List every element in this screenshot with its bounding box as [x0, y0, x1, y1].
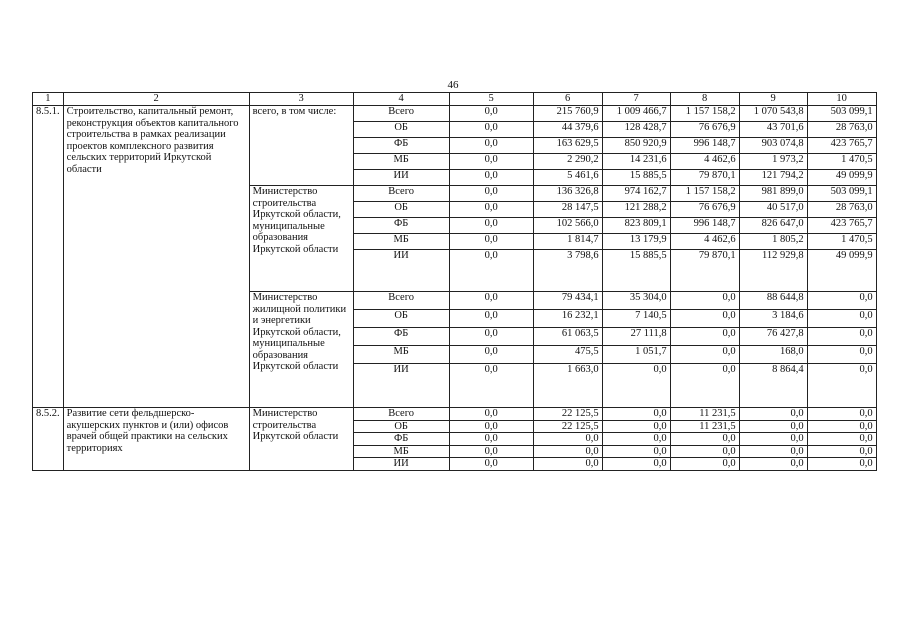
value-c10: 0,0 [807, 420, 876, 433]
section-number: 8.5.2. [33, 408, 64, 471]
value-c10: 503 099,1 [807, 106, 876, 122]
value-col5: 0,0 [449, 458, 533, 471]
value-c7: 974 162,7 [602, 186, 670, 202]
funding-source: Всего [353, 186, 449, 202]
value-c9: 981 899,0 [739, 186, 807, 202]
value-c8: 0,0 [670, 445, 739, 458]
value-c7: 0,0 [602, 420, 670, 433]
funding-source: ОБ [353, 420, 449, 433]
funding-source: ИИ [353, 364, 449, 408]
value-col5: 0,0 [449, 234, 533, 250]
value-c6: 28 147,5 [533, 202, 602, 218]
value-c7: 0,0 [602, 364, 670, 408]
value-col5: 0,0 [449, 364, 533, 408]
value-c9: 0,0 [739, 433, 807, 446]
funding-source: ИИ [353, 458, 449, 471]
value-c6: 79 434,1 [533, 292, 602, 310]
value-col5: 0,0 [449, 250, 533, 292]
value-c6: 102 566,0 [533, 218, 602, 234]
value-c8: 996 148,7 [670, 218, 739, 234]
value-c9: 112 929,8 [739, 250, 807, 292]
value-col5: 0,0 [449, 122, 533, 138]
value-c9: 1 070 543,8 [739, 106, 807, 122]
value-c8: 0,0 [670, 310, 739, 328]
value-c6: 44 379,6 [533, 122, 602, 138]
value-c9: 168,0 [739, 346, 807, 364]
value-col5: 0,0 [449, 202, 533, 218]
value-c7: 121 288,2 [602, 202, 670, 218]
value-col5: 0,0 [449, 106, 533, 122]
funding-source: ИИ [353, 170, 449, 186]
value-c9: 826 647,0 [739, 218, 807, 234]
value-c9: 76 427,8 [739, 328, 807, 346]
value-c8: 11 231,5 [670, 420, 739, 433]
budget-table [32, 92, 877, 471]
value-c6: 3 798,6 [533, 250, 602, 292]
value-c6: 5 461,6 [533, 170, 602, 186]
value-c9: 0,0 [739, 458, 807, 471]
value-c7: 35 304,0 [602, 292, 670, 310]
value-col5: 0,0 [449, 346, 533, 364]
executor-cell: всего, в том числе: [249, 106, 353, 186]
executor-cell: Министерство строительства Иркутской области, муниципальные образования Иркутской области [249, 186, 353, 292]
value-c6: 0,0 [533, 445, 602, 458]
header-cell: 9 [739, 93, 807, 106]
value-c10: 0,0 [807, 328, 876, 346]
value-col5: 0,0 [449, 170, 533, 186]
value-c6: 136 326,8 [533, 186, 602, 202]
value-c10: 0,0 [807, 346, 876, 364]
value-c9: 88 644,8 [739, 292, 807, 310]
section-name: Развитие сети фельдшерско-акушерских пунктов и (или) офисов врачей общей практики на сельских территориях [63, 408, 249, 471]
value-c9: 43 701,6 [739, 122, 807, 138]
value-c7: 15 885,5 [602, 170, 670, 186]
table-row [33, 106, 877, 122]
funding-source: Всего [353, 106, 449, 122]
value-c8: 0,0 [670, 364, 739, 408]
value-c10: 0,0 [807, 364, 876, 408]
value-c7: 850 920,9 [602, 138, 670, 154]
funding-source: МБ [353, 154, 449, 170]
header-cell: 4 [353, 93, 449, 106]
value-c8: 0,0 [670, 433, 739, 446]
value-c9: 8 864,4 [739, 364, 807, 408]
funding-source: ФБ [353, 433, 449, 446]
value-c7: 1 009 466,7 [602, 106, 670, 122]
header-cell: 5 [449, 93, 533, 106]
value-c7: 27 111,8 [602, 328, 670, 346]
funding-source: МБ [353, 234, 449, 250]
header-cell: 10 [807, 93, 876, 106]
value-c7: 7 140,5 [602, 310, 670, 328]
value-c9: 3 184,6 [739, 310, 807, 328]
value-c8: 11 231,5 [670, 408, 739, 421]
value-c10: 423 765,7 [807, 218, 876, 234]
value-col5: 0,0 [449, 310, 533, 328]
funding-source: ОБ [353, 122, 449, 138]
header-cell: 7 [602, 93, 670, 106]
funding-source: МБ [353, 445, 449, 458]
value-c10: 423 765,7 [807, 138, 876, 154]
section-number: 8.5.1. [33, 106, 64, 408]
value-c10: 49 099,9 [807, 250, 876, 292]
table-row [33, 408, 877, 421]
executor-cell: Министерство строительства Иркутской области [249, 408, 353, 471]
value-c8: 996 148,7 [670, 138, 739, 154]
value-c10: 0,0 [807, 458, 876, 471]
value-c7: 0,0 [602, 408, 670, 421]
value-c8: 76 676,9 [670, 122, 739, 138]
value-c8: 0,0 [670, 292, 739, 310]
header-cell: 3 [249, 93, 353, 106]
value-c6: 215 760,9 [533, 106, 602, 122]
executor-cell: Министерство жилищной политики и энергетики Иркутской области, муниципальные образования Иркутской области [249, 292, 353, 408]
value-c10: 49 099,9 [807, 170, 876, 186]
value-c6: 22 125,5 [533, 420, 602, 433]
funding-source: МБ [353, 346, 449, 364]
value-c7: 0,0 [602, 445, 670, 458]
header-cell: 8 [670, 93, 739, 106]
value-c6: 22 125,5 [533, 408, 602, 421]
funding-source: ОБ [353, 310, 449, 328]
value-c9: 0,0 [739, 445, 807, 458]
value-c6: 2 290,2 [533, 154, 602, 170]
value-c10: 0,0 [807, 292, 876, 310]
value-c7: 15 885,5 [602, 250, 670, 292]
value-c7: 1 051,7 [602, 346, 670, 364]
value-c8: 79 870,1 [670, 250, 739, 292]
value-c7: 128 428,7 [602, 122, 670, 138]
value-c10: 0,0 [807, 310, 876, 328]
section-name: Строительство, капитальный ремонт, реконструкция объектов капитального строительства в рамках реализации проектов комплексного развития сельских территорий Иркутской области [63, 106, 249, 408]
value-c7: 0,0 [602, 433, 670, 446]
value-c9: 121 794,2 [739, 170, 807, 186]
header-cell: 1 [33, 93, 64, 106]
value-c9: 40 517,0 [739, 202, 807, 218]
value-col5: 0,0 [449, 445, 533, 458]
value-c7: 13 179,9 [602, 234, 670, 250]
value-c10: 0,0 [807, 408, 876, 421]
value-col5: 0,0 [449, 408, 533, 421]
value-col5: 0,0 [449, 433, 533, 446]
funding-source: ФБ [353, 328, 449, 346]
value-c6: 163 629,5 [533, 138, 602, 154]
value-c8: 76 676,9 [670, 202, 739, 218]
value-c8: 4 462,6 [670, 154, 739, 170]
value-c6: 16 232,1 [533, 310, 602, 328]
header-cell: 2 [63, 93, 249, 106]
value-c10: 503 099,1 [807, 186, 876, 202]
value-c6: 0,0 [533, 458, 602, 471]
value-c8: 0,0 [670, 328, 739, 346]
value-c9: 0,0 [739, 408, 807, 421]
value-c9: 1 973,2 [739, 154, 807, 170]
value-c6: 1 814,7 [533, 234, 602, 250]
value-c6: 475,5 [533, 346, 602, 364]
value-c9: 0,0 [739, 420, 807, 433]
funding-source: Всего [353, 408, 449, 421]
page-number: 46 [447, 79, 459, 91]
value-c10: 0,0 [807, 445, 876, 458]
value-c10: 1 470,5 [807, 154, 876, 170]
funding-source: ИИ [353, 250, 449, 292]
value-c10: 0,0 [807, 433, 876, 446]
value-c8: 0,0 [670, 458, 739, 471]
value-c8: 4 462,6 [670, 234, 739, 250]
value-col5: 0,0 [449, 328, 533, 346]
funding-source: ФБ [353, 138, 449, 154]
funding-source: ОБ [353, 202, 449, 218]
value-c10: 28 763,0 [807, 202, 876, 218]
value-col5: 0,0 [449, 420, 533, 433]
value-c9: 1 805,2 [739, 234, 807, 250]
value-c7: 823 809,1 [602, 218, 670, 234]
value-c8: 1 157 158,2 [670, 186, 739, 202]
value-col5: 0,0 [449, 292, 533, 310]
value-c6: 1 663,0 [533, 364, 602, 408]
value-col5: 0,0 [449, 218, 533, 234]
funding-source: ФБ [353, 218, 449, 234]
value-c7: 0,0 [602, 458, 670, 471]
header-row [33, 93, 877, 106]
value-c7: 14 231,6 [602, 154, 670, 170]
value-c10: 28 763,0 [807, 122, 876, 138]
value-col5: 0,0 [449, 154, 533, 170]
value-c8: 0,0 [670, 346, 739, 364]
value-col5: 0,0 [449, 186, 533, 202]
value-c9: 903 074,8 [739, 138, 807, 154]
value-c8: 79 870,1 [670, 170, 739, 186]
value-col5: 0,0 [449, 138, 533, 154]
header-cell: 6 [533, 93, 602, 106]
value-c10: 1 470,5 [807, 234, 876, 250]
value-c6: 61 063,5 [533, 328, 602, 346]
value-c6: 0,0 [533, 433, 602, 446]
funding-source: Всего [353, 292, 449, 310]
value-c8: 1 157 158,2 [670, 106, 739, 122]
